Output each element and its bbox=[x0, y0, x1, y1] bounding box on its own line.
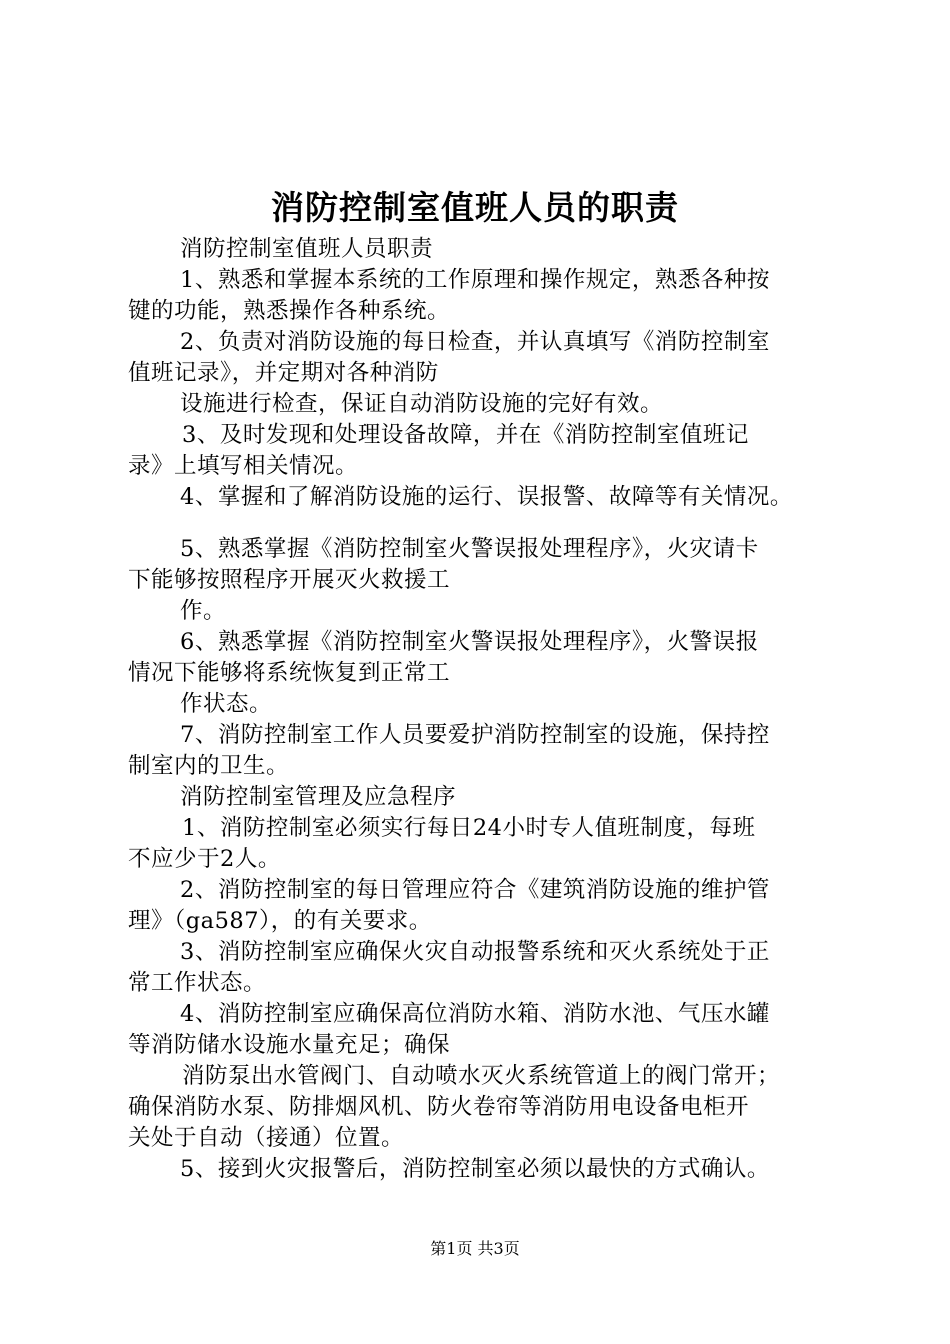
paragraph-line: 2、消防控制室的每日管理应符合《建筑消防设施的维护管 bbox=[180, 877, 770, 903]
paragraph-line: 3、及时发现和处理设备故障，并在《消防控制室值班记 bbox=[182, 422, 749, 448]
paragraph-line: 等消防储水设施水量充足；确保 bbox=[128, 1032, 451, 1058]
paragraph-line: 6、熟悉掌握《消防控制室火警误报处理程序》，火警误报 bbox=[180, 629, 759, 655]
paragraph-line: 1、消防控制室必须实行每日24小时专人值班制度，每班 bbox=[182, 815, 756, 841]
paragraph-line: 消防泵出水管阀门、自动喷水灭火系统管道上的阀门常开； bbox=[182, 1063, 781, 1089]
paragraph-line: 3、消防控制室应确保火灾自动报警系统和灭火系统处于正 bbox=[180, 939, 770, 965]
paragraph-line: 值班记录》，并定期对各种消防 bbox=[128, 360, 439, 386]
document-body bbox=[128, 234, 840, 1185]
paragraph-line: 作状态。 bbox=[180, 691, 273, 717]
paragraph-line: 常工作状态。 bbox=[128, 970, 267, 996]
paragraph-line: 键的功能，熟悉操作各种系统。 bbox=[128, 298, 451, 324]
section-heading-duties: 消防控制室值班人员职责 bbox=[180, 236, 434, 262]
paragraph-line: 不应少于2人。 bbox=[128, 846, 281, 872]
paragraph-line: 5、接到火灾报警后，消防控制室必须以最快的方式确认。 bbox=[180, 1156, 770, 1182]
paragraph-line: 7、消防控制室工作人员要爱护消防控制室的设施，保持控 bbox=[180, 722, 770, 748]
paragraph-line: 4、消防控制室应确保高位消防水箱、消防水池、气压水罐 bbox=[180, 1001, 770, 1027]
blank-line bbox=[128, 513, 840, 534]
paragraph-line: 4、掌握和了解消防设施的运行、误报警、故障等有关情况。 bbox=[180, 484, 793, 510]
paragraph-line: 作。 bbox=[180, 598, 227, 624]
paragraph-line: 理》（ga587），的有关要求。 bbox=[128, 908, 432, 934]
section-heading-procedures: 消防控制室管理及应急程序 bbox=[180, 784, 457, 810]
paragraph-line: 关处于自动（接通）位置。 bbox=[128, 1125, 405, 1151]
paragraph-line: 下能够按照程序开展灭火救援工 bbox=[128, 567, 451, 593]
paragraph-line: 1、熟悉和掌握本系统的工作原理和操作规定，熟悉各种按 bbox=[180, 267, 770, 293]
document-title: 消防控制室值班人员的职责 bbox=[271, 188, 679, 227]
page-number-footer: 第1页 共3页 bbox=[430, 1239, 520, 1258]
paragraph-line: 2、负责对消防设施的每日检查，并认真填写《消防控制室 bbox=[180, 329, 770, 355]
paragraph-line: 制室内的卫生。 bbox=[128, 753, 290, 779]
paragraph-line: 确保消防水泵、防排烟风机、防火卷帘等消防用电设备电柜开 bbox=[128, 1094, 750, 1120]
paragraph-line: 5、熟悉掌握《消防控制室火警误报处理程序》，火灾请卡 bbox=[180, 536, 759, 562]
paragraph-line: 录》上填写相关情况。 bbox=[128, 453, 359, 479]
paragraph-line: 设施进行检查，保证自动消防设施的完好有效。 bbox=[180, 391, 664, 417]
paragraph-line: 情况下能够将系统恢复到正常工 bbox=[128, 660, 451, 686]
